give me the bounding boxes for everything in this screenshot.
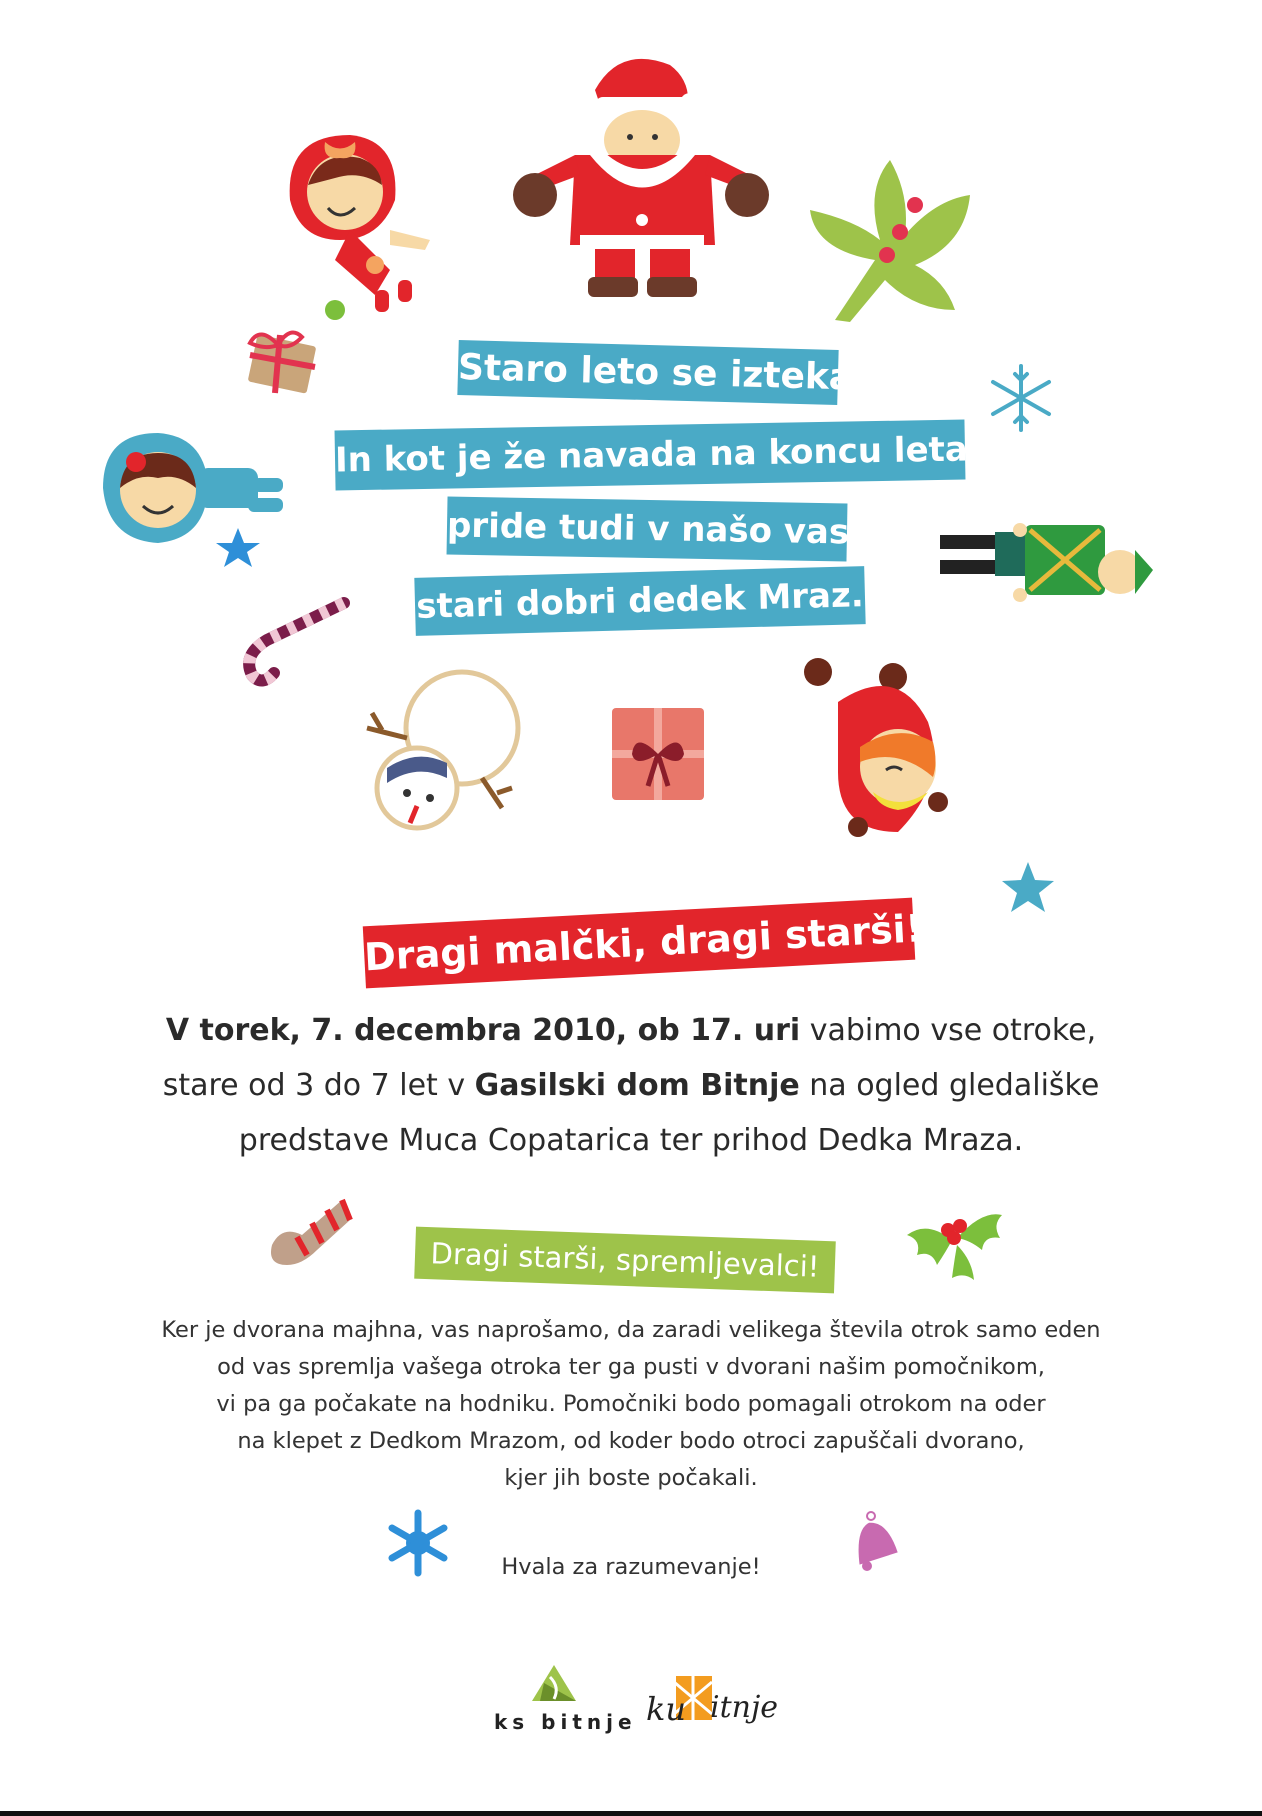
note-line-4: na klepet z Dedkom Mrazom, od koder bodo otroci zapuščali dvorano, [237, 1428, 1025, 1454]
greeting-banner-text: Dragi malčki, dragi starši! [363, 906, 925, 980]
kud-logo-left: ku [646, 1690, 686, 1728]
invitation-line-2-start: stare od 3 do 7 let v [162, 1068, 475, 1103]
invitation-line-1 [0, 1003, 1262, 1058]
greeting-banner [363, 898, 925, 989]
invitation-line-3: predstave Muca Copatarica ter prihod Dedka Mraza. [238, 1123, 1024, 1158]
banner-line-2-text: In kot je že navada na koncu leta [334, 429, 969, 481]
ks-bitnje-logo-icon [530, 1663, 578, 1705]
upside-down-child-icon [798, 652, 973, 842]
kud-logo-right: itnje [710, 1690, 779, 1725]
ks-bitnje-logo: ks bitnje [494, 1710, 637, 1734]
stocking-icon [262, 1195, 352, 1271]
parents-banner-text: Dragi starši, spremljevalci! [430, 1236, 820, 1284]
note-line-5: kjer jih boste počakali. [504, 1465, 758, 1491]
snowman-icon [362, 668, 532, 840]
blue-doll-icon [98, 428, 288, 568]
thanks-text: Hvala za razumevanje! [501, 1554, 761, 1580]
invitation-date: V torek, 7. decembra 2010, ob 17. uri [165, 1013, 801, 1048]
santa-claus-icon [510, 45, 760, 300]
banner-line-1 [457, 340, 868, 405]
nutcracker-icon [935, 520, 1155, 615]
banner-line-3-text: pride tudi v našo vas [446, 505, 850, 553]
gift-box-icon [610, 706, 706, 802]
invitation-venue: Gasilski dom Bitnje [474, 1068, 800, 1103]
banner-line-1-text: Staro leto se izteka. [457, 347, 868, 399]
banner-line-4 [414, 566, 865, 636]
small-gift-icon [240, 325, 325, 395]
banner-line-2 [334, 420, 969, 491]
invitation-line-2 [0, 1058, 1262, 1113]
banner-line-4-text: stari dobri dedek Mraz. [415, 575, 865, 627]
banner-line-3 [447, 497, 848, 562]
parents-note [0, 1312, 1262, 1497]
parents-banner [414, 1227, 836, 1294]
snowflake-icon [985, 362, 1057, 434]
note-line-3: vi pa ga počakate na hodniku. Pomočniki bodo pomagali otrokom na oder [216, 1391, 1046, 1417]
note-line-2: od vas spremlja vašega otroka ter ga pusti v dvorani našim pomočnikom, [217, 1354, 1045, 1380]
bottom-border [0, 1811, 1262, 1816]
red-hood-girl-icon [280, 130, 460, 330]
holly-icon [902, 1200, 1007, 1282]
star-icon [1000, 860, 1056, 914]
invitation-line-2-rest: na ogled gledališke [799, 1068, 1100, 1103]
invitation-line-1-rest: vabimo vse otroke, [800, 1013, 1097, 1048]
note-line-1: Ker je dvorana majhna, vas naprošamo, da zaradi velikega števila otrok samo eden [161, 1317, 1101, 1343]
invitation-text [0, 1003, 1262, 1168]
candy-cane-icon [232, 595, 352, 690]
christmas-tree-icon [805, 150, 975, 325]
